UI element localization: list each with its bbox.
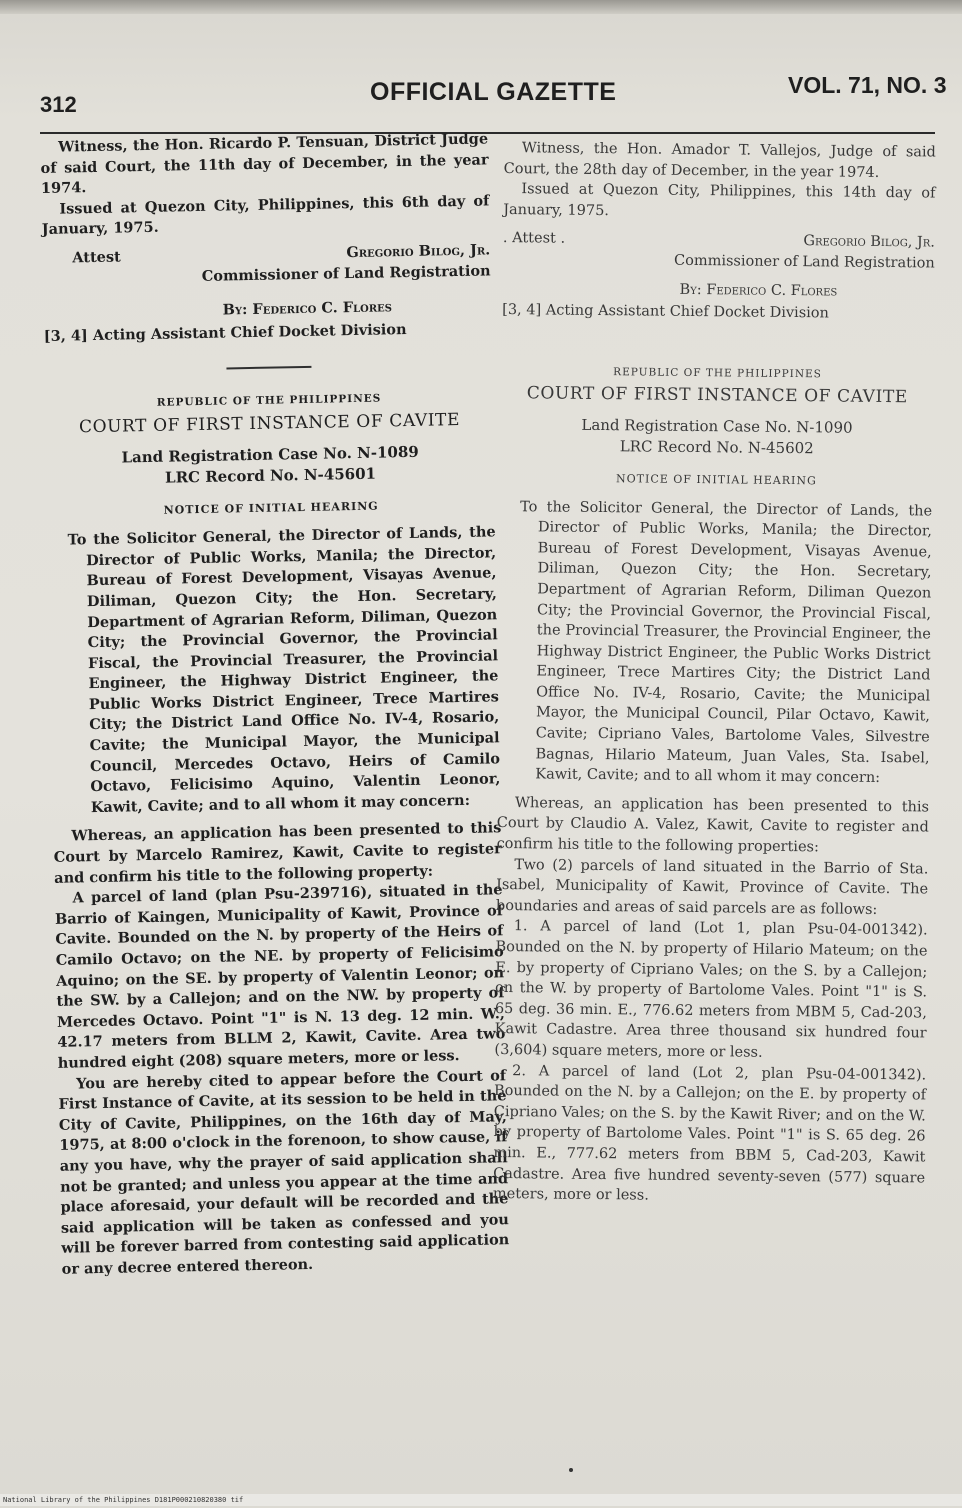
left-witness: Witness, the Hon. Ricardo P. Tensuan, District Judge of said Court, the 11th day of December, in the year 1974.: [40, 130, 489, 198]
left-attest: Attest: [72, 248, 121, 267]
right-notice-heading: NOTICE OF INITIAL HEARING: [615, 472, 817, 488]
left-case-number: Land Registration Case No. N-1089: [121, 442, 419, 467]
right-addressees: To the Solicitor General, the Director of Lands, the Director of Public Works, Manila; the Director, Bureau of Forest Development, Visayas Avenue, Diliman, Quezon City; the Hon. Secretary, Department of Agrarian Reform, Diliman Quezon City; the Provincial Governor, the Provincial Fiscal, the Provincial Treasurer, the Provincial Engineer, the Highway District Engineer, the Public Works District Engineer, Trece Martires City; the District Land Office No. IV-4, Rosario, Cavite; the Municipal Mayor, the Municipal Council, Pilar Octavo, Kawit, Cavite; Cipriano Vales, Bartolome Vales, Silvestre Bagnas, Hilario Mateum, Juan Vales, Sta. Isabel, Kawit, Cavite; and to all whom it may concern:: [520, 498, 933, 787]
page-number: 312: [40, 92, 77, 117]
right-whereas: Whereas, an application has been presented to this Court by Claudio A. Valez, Kawit, Cavite to register and confirm his title to the following properties:: [496, 794, 930, 856]
left-lrc-record: LRC Record No. N-45601: [164, 464, 377, 487]
left-republic: REPUBLIC OF THE PHILIPPINES: [156, 392, 382, 410]
left-whereas: Whereas, an application has been presented to this Court by Marcelo Ramirez, Kawit, Cavite to register and confirm his title to the following property:: [53, 819, 502, 887]
left-citation: You are hereby cited to appear before the Court of First Instance of Cavite, at its session to be held in the City of Cavite, Philippines, on the 16th day of May, 1975, at 8:00 o'clock in the forenoon, to show cause, if any you have, why the prayer of said application shall not be granted; and unless you appear at the time and place aforesaid, your default will be recorded and the said application will be taken as confessed and you will be forever barred from contesting said application or any decree entered thereon.: [58, 1066, 510, 1278]
left-commissioner-title: Commissioner of Land Registration: [201, 261, 491, 285]
right-column: [493, 138, 936, 1209]
scan-source-footer: National Library of the Philippines D181P000210820380 tif: [0, 1494, 962, 1506]
right-witness: Witness, the Hon. Amador T. Vallejos, Judge of said Court, the 28th day of December, in the year 1974.: [503, 140, 936, 181]
left-commissioner-name: Gregorio Bilog, Jr.: [346, 241, 491, 262]
right-republic: REPUBLIC OF THE PHILIPPINES: [613, 365, 822, 381]
left-column: [40, 129, 510, 1280]
right-case-number: Land Registration Case No. N-1090: [581, 415, 853, 437]
right-court: COURT OF FIRST INSTANCE OF CAVITE: [526, 383, 908, 408]
left-issued: Issued at Quezon City, Philippines, this 6th day of January, 1975.: [41, 192, 490, 239]
left-court: COURT OF FIRST INSTANCE OF CAVITE: [78, 409, 461, 438]
right-issued: Issued at Quezon City, Philippines, this 14th day of January, 1975.: [503, 181, 936, 219]
right-by-title: Acting Assistant Chief Docket Division: [545, 302, 829, 322]
volume-number: VOL. 71, NO. 3: [788, 72, 947, 98]
right-commissioner-name: Gregorio Bilog, Jr.: [803, 233, 936, 251]
right-commissioner-title: Commissioner of Land Registration: [673, 252, 935, 272]
right-issue-ref: [3, 4]: [502, 302, 542, 319]
left-issue-ref: [3, 4]: [43, 326, 88, 345]
left-parcel: A parcel of land (plan Psu-239716), situated in the Barrio of Kaingen, Municipality of Kawit, Province of Cavite. Bounded on the N. by property of the Heirs of Camilo Octavo; on the NE. by property of Felicisimo Aquino; on the SE. by property of Valentin Leonor; on the SW. by a Callejon; and on the NW. by property of Mercedes Octavo. Point "1" is N. 13 deg. 12 min. W., 42.17 meters from BLLM 2, Kawit, Cavite. Area two hundred eight (208) square meters, more or less.: [54, 881, 506, 1072]
stray-mark: [569, 1468, 573, 1472]
right-section-spacer: [675, 343, 760, 346]
left-addressees: To the Solicitor General, the Director of Lands, the Director of Public Works, Manila; the Director, Bureau of Forest Development, Visayas Avenue, Diliman, Quezon City; the Hon. Secretary, Department of Agrarian Reform, Diliman, Quezon City; the Provincial Governor, the Provincial Fiscal, the Provincial Treasurer, the Provincial Engineer, the Highway District Engineer, the Public Works District Engineer, Trece Martires City; the District Land Office No. IV-4, Rosario, Cavite; the Municipal Mayor, the Municipal Council, Mercedes Octavo, Heirs of Camilo Octavo, Felicisimo Aquino, Valentin Leonor, Kawit, Cavite; and to all whom it may concern:: [67, 523, 501, 816]
right-parcel-1: 1. A parcel of land (Lot 1, plan Psu-04-001342). Bounded on the N. by property of Hilario Mateum; on the E. by property of Cipriano Vales; on the S. by a Callejon; on the W. by property of Bartolome Vales. Point "1" is S. 65 deg. 36 min. E., 776.62 meters from MBM 5, Cad-203, Kawit Cadastre. Area three thousand six hundred four (3,604) square meters, more or less.: [494, 918, 928, 1061]
right-two-parcels: Two (2) parcels of land situated in the Barrio of Sta. Isabel, Municipality of Kawit, Province of Cavite. The boundaries and areas of said parcels are as follows:: [495, 856, 929, 918]
left-section-divider: [226, 366, 311, 370]
publication-title: OFFICIAL GAZETTE: [370, 78, 617, 106]
left-by-line: By: Federico C. Flores: [222, 298, 393, 319]
right-lrc-record: LRC Record No. N-45602: [619, 437, 814, 458]
left-notice-heading: NOTICE OF INITIAL HEARING: [163, 499, 379, 517]
right-attest: . Attest .: [502, 230, 566, 248]
right-by-line: By: Federico C. Flores: [679, 281, 838, 300]
scan-edge: [0, 0, 962, 14]
left-by-title: Acting Assistant Chief Docket Division: [92, 320, 407, 344]
right-parcel-2: 2. A parcel of land (Lot 2, plan Psu-04-001342). Bounded on the N. by a Callejon; on the E. by property of Cipriano Vales; on the S. by the Kawit River; and on the W. by property of Bartolome Vales. Point "1" is S. 65 deg. 26 min. E., 777.62 meters from BBM 5, Cad-203, Kawit Cadastre. Area five hundred seventy-seven (577) square meters, more or less.: [492, 1062, 927, 1204]
